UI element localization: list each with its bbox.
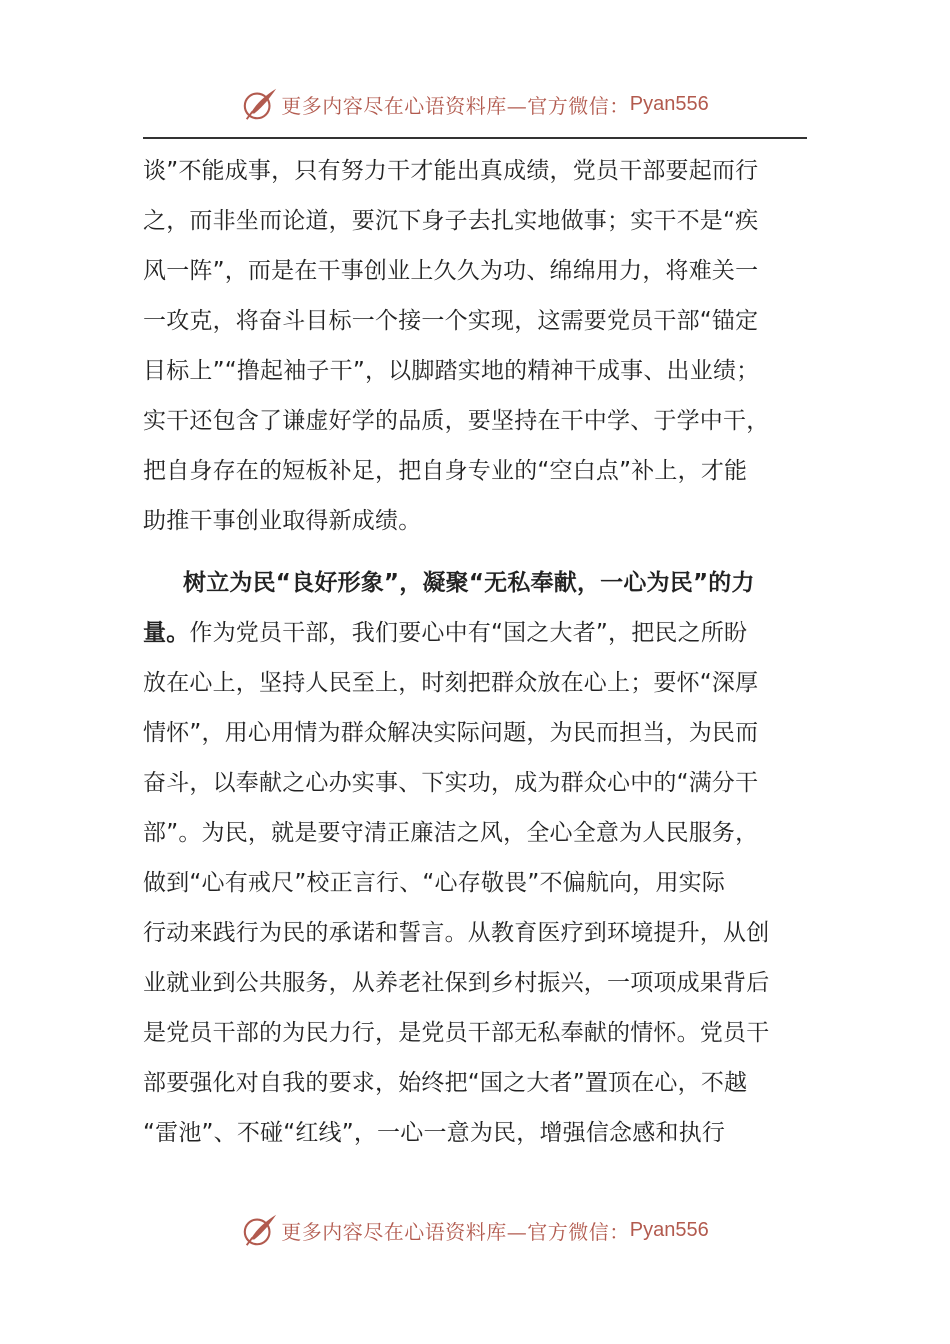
text-line: 之，而非坐而论道，要沉下身子去扎实地做事；实干不是“疾 bbox=[143, 208, 759, 234]
text-line: 一攻克，将奋斗目标一个接一个实现，这需要党员干部“锚定 bbox=[143, 308, 759, 334]
paragraph-2 bbox=[143, 558, 811, 1158]
text-line: “雷池”、不碰“红线”，一心一意为民，增强信念感和执行 bbox=[143, 1120, 726, 1146]
text-line: 做到“心有戒尺”校正言行、“心存敬畏”不偏航向，用实际 bbox=[143, 870, 726, 896]
quill-logo-icon bbox=[241, 1211, 279, 1249]
text-line: 助推干事创业取得新成绩。 bbox=[143, 508, 422, 534]
header-divider bbox=[143, 137, 807, 139]
text-line: 部”。为民，就是要守清正廉洁之风，全心全意为人民服务， bbox=[143, 820, 759, 846]
text-line bbox=[143, 608, 811, 658]
banner-text: 更多内容尽在心语资料库—官方微信： bbox=[281, 93, 630, 118]
section-heading: 树立为民“良好形象”，凝聚“无私奉献，一心为民”的力 bbox=[183, 570, 755, 596]
text-line: 情怀”，用心用情为群众解决实际问题，为民而担当，为民而 bbox=[143, 720, 759, 746]
text-line: 谈”不能成事，只有努力干才能出真成绩，党员干部要起而行 bbox=[143, 158, 759, 184]
header-watermark bbox=[0, 82, 950, 126]
text-line: 业就业到公共服务，从养老社保到乡村振兴，一项项成果背后 bbox=[143, 970, 770, 996]
text-line: 风一阵”，而是在干事创业上久久为功、绵绵用力，将难关一 bbox=[143, 258, 759, 284]
banner-text: 更多内容尽在心语资料库—官方微信： bbox=[281, 1219, 630, 1244]
text-line: 是党员干部的为民力行，是党员干部无私奉献的情怀。党员干 bbox=[143, 1020, 770, 1046]
section-heading-end: 量。 bbox=[143, 620, 190, 646]
banner-wechat-id: Pyan556 bbox=[629, 92, 709, 115]
text-line: 实干还包含了谦虚好学的品质，要坚持在干中学、于学中干， bbox=[143, 408, 770, 434]
banner-wechat-id: Pyan556 bbox=[629, 1218, 709, 1241]
text-line: 目标上”“撸起袖子干”，以脚踏实地的精神干成事、出业绩； bbox=[143, 358, 760, 384]
footer-watermark bbox=[0, 1208, 950, 1252]
text-line: 放在心上，坚持人民至上，时刻把群众放在心上；要怀“深厚 bbox=[143, 670, 759, 696]
text-line-rest: 作为党员干部，我们要心中有“国之大者”，把民之所盼 bbox=[189, 620, 748, 646]
text-line: 奋斗，以奉献之心办实事、下实功，成为群众心中的“满分干 bbox=[143, 770, 759, 796]
text-line: 行动来践行为民的承诺和誓言。从教育医疗到环境提升，从创 bbox=[143, 920, 770, 946]
document-body bbox=[143, 146, 811, 1158]
quill-logo-icon bbox=[241, 85, 279, 123]
paragraph-1 bbox=[143, 146, 811, 546]
text-line: 把自身存在的短板补足，把自身专业的“空白点”补上，才能 bbox=[143, 458, 748, 484]
text-line: 部要强化对自我的要求，始终把“国之大者”置顶在心，不越 bbox=[143, 1070, 748, 1096]
